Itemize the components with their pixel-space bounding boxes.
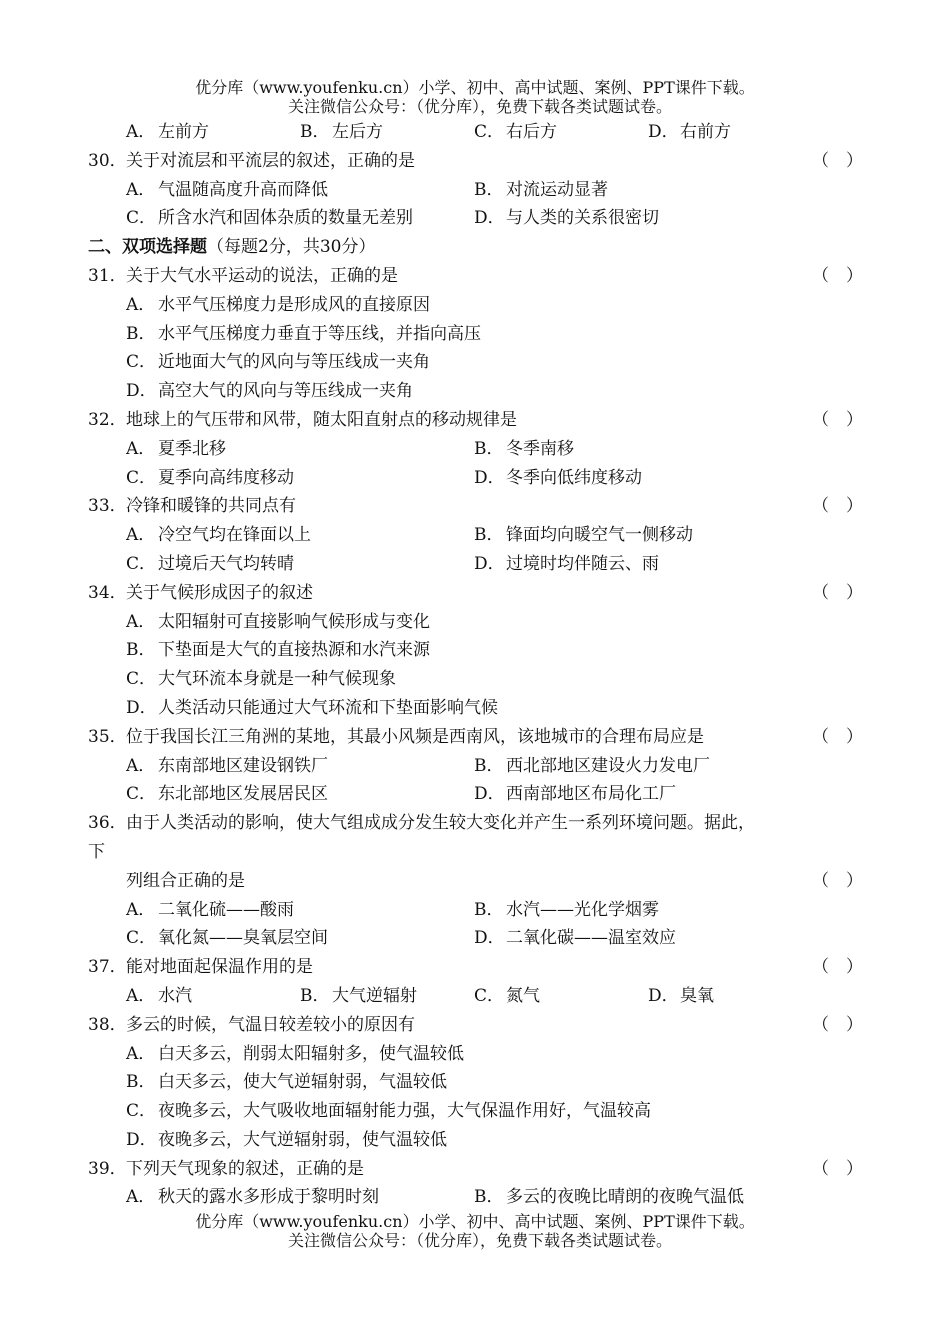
q35-options-row-2: [88, 780, 863, 809]
q38-option-b: B． 白天多云，使大气逆辐射弱，气温较低: [126, 1072, 447, 1093]
q37-answer-blank: （ ）: [812, 957, 863, 978]
q39-stem: [88, 1155, 863, 1184]
q39-options-row-1: [88, 1183, 863, 1212]
q29-option-b: B． 左后方: [300, 122, 383, 142]
q36-option-b: B． 水汽——光化学烟雾: [474, 899, 659, 920]
q30-option-c: C． 所含水汽和固体杂质的数量无差别: [126, 208, 413, 229]
q35-text: 位于我国长江三角洲的某地，其最小风频是西南风，该地城市的合理布局应是: [126, 726, 704, 747]
q35-option-a: A． 东南部地区建设钢铁厂: [126, 755, 328, 776]
q37-option-c: C． 氮气: [474, 985, 540, 1006]
q31-answer-blank: （ ）: [812, 265, 863, 286]
q38-option-c: C． 夜晚多云，大气吸收地面辐射能力强，大气保温作用好，气温较高: [126, 1101, 651, 1122]
q31-option-b: B． 水平气压梯度力垂直于等压线，并指向高压: [126, 323, 481, 344]
q33-option-c: C． 过境后天气均转晴: [126, 553, 294, 574]
q34-text: 关于气候形成因子的叙述: [126, 582, 313, 603]
q36-options-row-1: [88, 896, 863, 925]
q34-stem: [88, 579, 863, 608]
q36-option-a: A． 二氧化硫——酸雨: [126, 899, 294, 920]
q30-option-b: B． 对流运动显著: [474, 179, 608, 200]
section-2-note: （每题2分，共30分）: [207, 237, 376, 258]
q32-text: 地球上的气压带和风带，随太阳直射点的移动规律是: [126, 409, 517, 430]
q35-option-b: B． 西北部地区建设火力发电厂: [474, 755, 710, 776]
q30-option-a: A． 气温随高度升高而降低: [126, 179, 328, 200]
q36-stem-line-2: [88, 838, 863, 867]
q29-option-c: C． 右后方: [474, 122, 557, 142]
question-list: [88, 118, 863, 1212]
q30-options-row-2: [88, 204, 863, 233]
q30-text: 关于对流层和平流层的叙述，正确的是: [126, 150, 415, 171]
q33-answer-blank: （ ）: [812, 496, 863, 517]
q34-number: 34．: [88, 582, 127, 603]
q37-stem: [88, 953, 863, 982]
q35-number: 35．: [88, 726, 127, 747]
q31-option-c: C． 近地面大气的风向与等压线成一夹角: [126, 352, 430, 373]
q36-text-3: 列组合正确的是: [126, 870, 245, 891]
q38-option-a: A． 白天多云，削弱太阳辐射多，使气温较低: [126, 1043, 464, 1064]
q36-answer-blank: （ ）: [812, 870, 863, 891]
q33-stem: [88, 492, 863, 521]
q35-stem: [88, 723, 863, 752]
q38-number: 38．: [88, 1014, 127, 1035]
q29-option-d: D．右前方: [648, 122, 731, 142]
q36-stem-line-1: [88, 809, 863, 838]
header-line-2: 关注微信公众号：（优分库），免费下载各类试题试卷。: [287, 97, 672, 116]
q34-option-b: B． 下垫面是大气的直接热源和水汽来源: [126, 640, 430, 661]
q38-answer-blank: （ ）: [812, 1014, 863, 1035]
q31-stem: [88, 262, 863, 291]
q35-option-c: C． 东北部地区发展居民区: [126, 784, 328, 805]
q39-text: 下列天气现象的叙述，正确的是: [126, 1158, 364, 1179]
q35-options-row-1: [88, 752, 863, 781]
q39-number: 39．: [88, 1158, 127, 1179]
q32-option-d: D．冬季向低纬度移动: [474, 467, 642, 488]
q31-text: 关于大气水平运动的说法，正确的是: [126, 265, 398, 286]
q33-option-d: D．过境时均伴随云、雨: [474, 553, 659, 574]
q33-option-a: A． 冷空气均在锋面以上: [126, 525, 311, 546]
q32-stem: [88, 406, 863, 435]
q32-options-row-2: [88, 464, 863, 493]
section-2-title: 二、双项选择题: [88, 237, 207, 258]
q32-options-row-1: [88, 435, 863, 464]
q33-options-row-2: [88, 550, 863, 579]
q32-number: 32．: [88, 409, 127, 430]
footer-line-1: 优分库（www.youfenku.cn）小学、初中、高中试题、案例、PPT课件下载。: [195, 1212, 755, 1231]
q35-option-d: D．西南部地区布局化工厂: [474, 784, 676, 805]
q30-options-row-1: [88, 176, 863, 205]
q31-option-d: D．高空大气的风向与等压线成一夹角: [126, 381, 413, 402]
q34-option-d: D．人类活动只能通过大气环流和下垫面影响气候: [126, 697, 498, 718]
q35-answer-blank: （ ）: [812, 726, 863, 747]
q33-options-row-1: [88, 521, 863, 550]
q39-option-a: A． 秋天的露水多形成于黎明时刻: [126, 1187, 379, 1208]
footer-watermark: [0, 1212, 950, 1250]
q37-options: [88, 982, 863, 1011]
q38-text: 多云的时候，气温日较差较小的原因有: [126, 1014, 415, 1035]
q36-option-c: C． 氧化氮——臭氧层空间: [126, 928, 328, 949]
q36-number: 36．: [88, 813, 127, 834]
q29-options: [88, 118, 863, 147]
q37-number: 37．: [88, 957, 127, 978]
q37-text: 能对地面起保温作用的是: [126, 957, 313, 978]
q32-option-b: B． 冬季南移: [474, 438, 574, 459]
q34-option-c: C． 大气环流本身就是一种气候现象: [126, 669, 396, 690]
header-watermark: [0, 78, 950, 116]
q37-option-d: D．臭氧: [648, 985, 714, 1006]
q33-text: 冷锋和暖锋的共同点有: [126, 496, 296, 517]
q30-stem: [88, 147, 863, 176]
q34-answer-blank: （ ）: [812, 582, 863, 603]
footer-line-2: 关注微信公众号：（优分库），免费下载各类试题试卷。: [287, 1231, 672, 1250]
section-2-heading: [88, 233, 863, 262]
q36-option-d: D．二氧化碳——温室效应: [474, 928, 676, 949]
q31-number: 31．: [88, 265, 127, 286]
q30-option-d: D．与人类的关系很密切: [474, 208, 659, 229]
q32-option-a: A． 夏季北移: [126, 438, 226, 459]
q31-option-a: A． 水平气压梯度力是形成风的直接原因: [126, 294, 430, 315]
q36-options-row-2: [88, 924, 863, 953]
q36-text-2: 下: [88, 841, 105, 862]
q34-option-a: A． 太阳辐射可直接影响气候形成与变化: [126, 611, 430, 632]
header-line-1: 优分库（www.youfenku.cn）小学、初中、高中试题、案例、PPT课件下载。: [195, 78, 755, 97]
q30-number: 30．: [88, 150, 127, 171]
q33-option-b: B． 锋面均向暖空气一侧移动: [474, 525, 693, 546]
q33-number: 33．: [88, 496, 127, 517]
q36-stem-line-3: [88, 867, 863, 896]
q32-answer-blank: （ ）: [812, 409, 863, 430]
q32-option-c: C． 夏季向高纬度移动: [126, 467, 294, 488]
q39-answer-blank: （ ）: [812, 1158, 863, 1179]
q37-option-a: A． 水汽: [126, 985, 192, 1006]
q38-stem: [88, 1011, 863, 1040]
q29-option-a: A． 左前方: [126, 122, 209, 142]
q37-option-b: B． 大气逆辐射: [300, 985, 417, 1006]
q38-option-d: D．夜晚多云，大气逆辐射弱，使气温较低: [126, 1129, 447, 1150]
q39-option-b: B． 多云的夜晚比晴朗的夜晚气温低: [474, 1187, 744, 1208]
q36-text-1: 由于人类活动的影响，使大气组成成分发生较大变化并产生一系列环境问题。据此，: [126, 813, 755, 834]
q30-answer-blank: （ ）: [812, 150, 863, 171]
